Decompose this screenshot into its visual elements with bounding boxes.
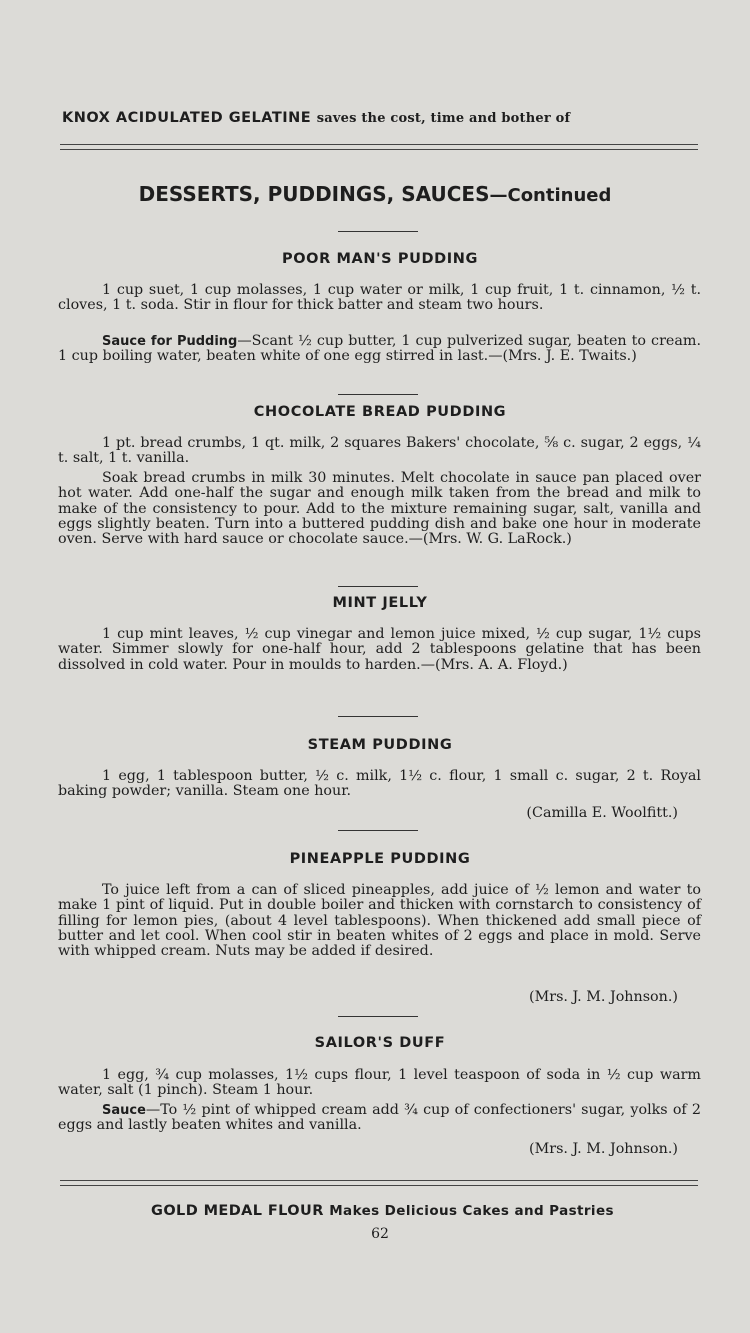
separator-rule [338, 1016, 418, 1017]
recipe-paragraph: To juice left from a can of sliced pineapples, add juice of ½ lemon and water to make 1 pint of liquid. Put in double boiler and thicken with cornstarch to consistency of filling for lemon pies, (about 4 level tablespoons). When thickened add small piece of butter and let cool. When cool stir in beaten whites of 2 eggs and place in mold. Serve with whipped cream. Nuts may be added if desired. [58, 882, 701, 960]
recipe-paragraph: 1 cup suet, 1 cup molasses, 1 cup water or milk, 1 cup fruit, 1 t. cinnamon, ½ t. cloves, 1 t. soda. Stir in flour for thick batter and steam two hours. [58, 282, 701, 314]
recipe-paragraph: 1 pt. bread crumbs, 1 qt. milk, 2 squares Bakers' chocolate, ⅝ c. sugar, 2 eggs, ¼ t. salt, 1 t. vanilla. [58, 435, 701, 467]
footer-tail: Makes Delicious Cakes and Pastries [329, 1203, 614, 1219]
running-footer [0, 1203, 750, 1219]
recipe-signature: (Mrs. J. M. Johnson.) [529, 989, 678, 1005]
recipe-signature: (Camilla E. Woolfitt.) [526, 805, 678, 821]
recipe-title: MINT JELLY [332, 595, 428, 611]
recipe-paragraph: Soak bread crumbs in milk 30 minutes. Melt chocolate in sauce pan placed over hot water. Add one-half the sugar and enough milk taken from the bread and milk to make of the consistency to pour. Add to the mixture remaining sugar, salt, vanilla and eggs slightly beaten. Turn into a buttered pudding dish and bake one hour in moderate oven. Serve with hard sauce or chocolate sauce.—(Mrs. W. G. LaRock.) [58, 470, 701, 548]
footer-brand: GOLD MEDAL FLOUR [151, 1203, 324, 1219]
recipe-paragraph: Sauce—To ½ pint of whipped cream add ¾ cup of confectioners' sugar, yolks of 2 eggs and lastly beaten whites and vanilla. [58, 1102, 701, 1134]
separator-rule [338, 231, 418, 232]
running-header [62, 110, 702, 126]
recipe-paragraph: 1 egg, ¾ cup molasses, 1½ cups flour, 1 level teaspoon of soda in ½ cup warm water, salt (1 pinch). Steam 1 hour. [58, 1067, 701, 1099]
header-brand: KNOX ACIDULATED GELATINE [62, 110, 312, 126]
footer-rule [60, 1180, 698, 1186]
separator-rule [338, 586, 418, 587]
recipe-paragraph: 1 egg, 1 tablespoon butter, ½ c. milk, 1½ c. flour, 1 small c. sugar, 2 t. Royal baking powder; vanilla. Steam one hour. [58, 768, 701, 800]
recipe-title: PINEAPPLE PUDDING [289, 851, 471, 867]
page-number: 62 [371, 1226, 389, 1242]
sauce-lead: Sauce [102, 1103, 146, 1118]
section-title: DESSERTS, PUDDINGS, SAUCES—Continued [138, 182, 612, 206]
separator-rule [338, 716, 418, 717]
sauce-lead: Sauce for Pudding [102, 334, 238, 349]
recipe-title: SAILOR'S DUFF [314, 1035, 446, 1051]
recipe-paragraph: Sauce for Pudding—Scant ½ cup butter, 1 cup pulverized sugar, beaten to cream. 1 cup boiling water, beaten white of one egg stirred in last.—(Mrs. J. E. Twaits.) [58, 333, 701, 365]
recipe-title: STEAM PUDDING [307, 737, 453, 753]
recipe-signature: (Mrs. J. M. Johnson.) [529, 1141, 678, 1157]
separator-rule [338, 394, 418, 395]
recipe-paragraph: 1 cup mint leaves, ½ cup vinegar and lemon juice mixed, ½ cup sugar, 1½ cups water. Simmer slowly for one-half hour, add 2 tablespoons gelatine that has been dissolved in cold water. Pour in moulds to harden.—(Mrs. A. A. Floyd.) [58, 626, 701, 673]
header-tail: saves the cost, time and bother of [316, 111, 571, 126]
separator-rule [338, 830, 418, 831]
recipe-title: POOR MAN'S PUDDING [282, 251, 478, 267]
recipe-title: CHOCOLATE BREAD PUDDING [253, 404, 507, 420]
header-rule [60, 144, 698, 150]
